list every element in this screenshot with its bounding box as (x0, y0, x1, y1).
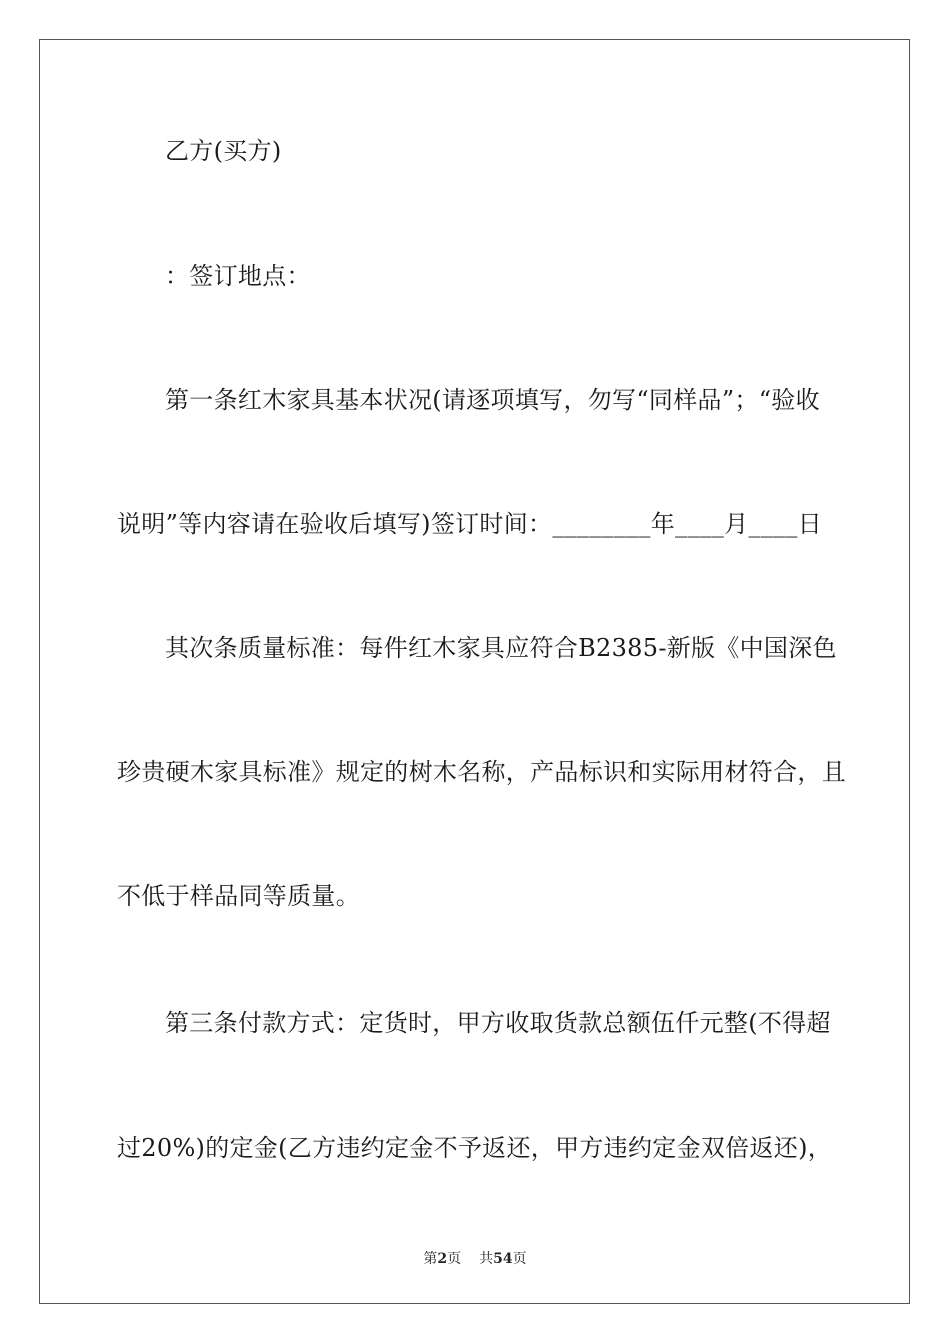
footer-page-number: 2 (437, 1251, 448, 1267)
footer-total-pages: 54 (493, 1251, 513, 1267)
text-line-article-2-cont: 珍贵硬木家具标准》规定的树木名称，产品标识和实际用材符合，且 (117, 758, 846, 786)
page-frame (39, 39, 910, 1304)
page-footer (0, 1248, 950, 1268)
footer-total-suffix: 页 (512, 1251, 527, 1267)
text-line-article-2: 其次条质量标准：每件红木家具应符合B2385-新版《中国深色 (165, 634, 837, 662)
text-line-article-3: 第三条付款方式：定货时，甲方收取货款总额伍仟元整(不得超 (165, 1009, 831, 1037)
text-line-article-1: 第一条红木家具基本状况(请逐项填写，勿写“同样品”；“验收 (165, 386, 820, 414)
footer-page-suffix: 页 (447, 1251, 462, 1267)
footer-page-prefix: 第 (423, 1251, 438, 1267)
text-line-article-3-cont: 过20%)的定金(乙方违约定金不予返还，甲方违约定金双倍返还)， (117, 1134, 833, 1162)
footer-total-prefix: 共 (479, 1251, 494, 1267)
text-line-signing-place: ：签订地点： (165, 262, 311, 290)
text-line-article-1-cont: 说明”等内容请在验收后填写)签订时间：________年____月____日 (117, 510, 823, 538)
text-line-article-2-end: 不低于样品同等质量。 (117, 882, 360, 910)
text-line-party-b: 乙方(买方) (165, 137, 282, 165)
